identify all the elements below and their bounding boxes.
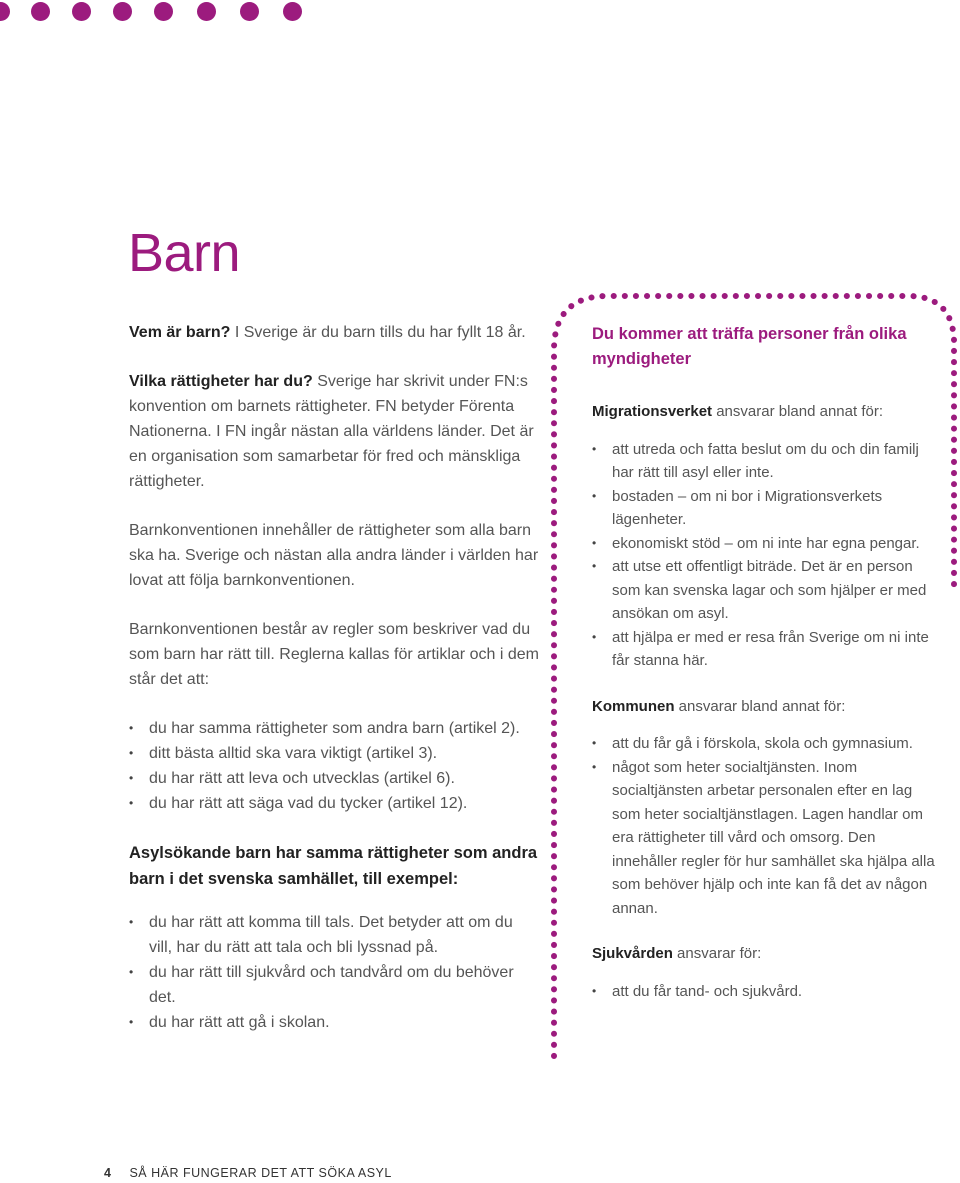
- section-intro: [592, 400, 942, 424]
- page-footer: [104, 1166, 392, 1180]
- rights-paragraph: [129, 369, 539, 494]
- decorative-dot: [154, 2, 173, 21]
- articles-paragraph: Barnkonventionen består av regler som beskriver vad du som barn har rätt till. Reglerna kallas för artiklar och i dem står det att:: [129, 621, 539, 688]
- section-intro: [592, 942, 942, 966]
- decorative-dot-row: [0, 0, 320, 26]
- intro-paragraph: [129, 320, 539, 345]
- list-item: • ekonomiskt stöd – om ni inte har egna pengar.: [592, 532, 942, 556]
- authority-name: Sjukvården: [592, 945, 673, 962]
- list-item: • du har rätt att gå i skolan.: [129, 1010, 539, 1035]
- list-item: • du har rätt att komma till tals. Det betyder att om du vill, har du rätt att tala och bli lyssnad på.: [129, 910, 539, 960]
- section-intro: [592, 695, 942, 719]
- list-item: • du har samma rättigheter som andra barn (artikel 2).: [129, 716, 539, 741]
- page-title: Barn: [128, 223, 241, 283]
- authority-name: Kommunen: [592, 697, 675, 715]
- decorative-dot: [72, 2, 91, 21]
- kommunen-list: [592, 732, 942, 920]
- list-item: • att hjälpa er med er resa från Sverige om ni inte får stanna här.: [592, 626, 942, 673]
- list-item: • du har rätt att säga vad du tycker (artikel 12).: [129, 791, 539, 816]
- list-item: • bostaden – om ni bor i Migrationsverkets lägenheter.: [592, 485, 942, 532]
- list-item: • ditt bästa alltid ska vara viktigt (artikel 3).: [129, 741, 539, 766]
- running-title: SÅ HÄR FUNGERAR DET ATT SÖKA ASYL: [129, 1166, 392, 1180]
- authorities-box: [592, 322, 942, 1025]
- list-item: • att du får gå i förskola, skola och gymnasium.: [592, 732, 942, 756]
- list-item: • du har rätt till sjukvård och tandvård om du behöver det.: [129, 960, 539, 1010]
- decorative-dot: [113, 2, 132, 21]
- list-item: • att du får tand- och sjukvård.: [592, 980, 942, 1004]
- list-item: • du har rätt att leva och utvecklas (artikel 6).: [129, 766, 539, 791]
- examples-list: [129, 910, 539, 1035]
- list-item: • att utreda och fatta beslut om du och din familj har rätt till asyl eller inte.: [592, 438, 942, 485]
- convention-paragraph: Barnkonventionen innehåller de rättigheter som alla barn ska ha. Sverige och nästan alla andra länder i världen har lovat att följa barnkonventionen.: [129, 522, 539, 589]
- list-item: • att utse ett offentligt biträde. Det är en person som kan svenska lagar och som hjälper er med ansökan om asyl.: [592, 555, 942, 626]
- decorative-dot: [240, 2, 259, 21]
- migrationsverket-list: [592, 438, 942, 673]
- question-label: Vilka rättigheter har du?: [129, 373, 313, 390]
- left-column: [129, 320, 539, 1059]
- question-label: Vem är barn?: [129, 324, 231, 341]
- answer-text: I Sverige är du barn tills du har fyllt 18 år.: [230, 324, 526, 341]
- section-intro-text: ansvarar bland annat för:: [712, 403, 883, 420]
- list-item: • något som heter socialtjänsten. Inom socialtjänsten arbetar personalen efter en lag som heter socialtjänstlagen. Lagen handlar om era rättigheter till vård och omsorg. Den innehåller regler för hur samhället ska hjälpa alla som behöver hjälp och inte kan få det av någon annan.: [592, 756, 942, 921]
- section-heading: Asylsökande barn har samma rättigheter som andra barn i det svenska samhället, till exempel:: [129, 844, 538, 888]
- authority-name: Migrationsverket: [592, 403, 713, 420]
- section-intro-text: ansvarar bland annat för:: [674, 697, 846, 715]
- answer-text: Sverige har skrivit under FN:s konvention om barnets rättigheter. FN betyder Förenta Nationerna. I FN ingår nästan alla världens länder. Det är en organisation som samarbetar för fred och mänskliga rättigheter.: [129, 373, 534, 490]
- decorative-dot: [283, 2, 302, 21]
- page-number: 4: [104, 1166, 112, 1180]
- decorative-dot: [0, 2, 10, 21]
- decorative-dot: [31, 2, 50, 21]
- decorative-dot: [197, 2, 216, 21]
- section-intro-text: ansvarar för:: [672, 945, 762, 962]
- box-title: Du kommer att träffa personer från olika myndigheter: [592, 325, 907, 368]
- articles-list: [129, 716, 539, 816]
- sjukvarden-list: [592, 980, 942, 1004]
